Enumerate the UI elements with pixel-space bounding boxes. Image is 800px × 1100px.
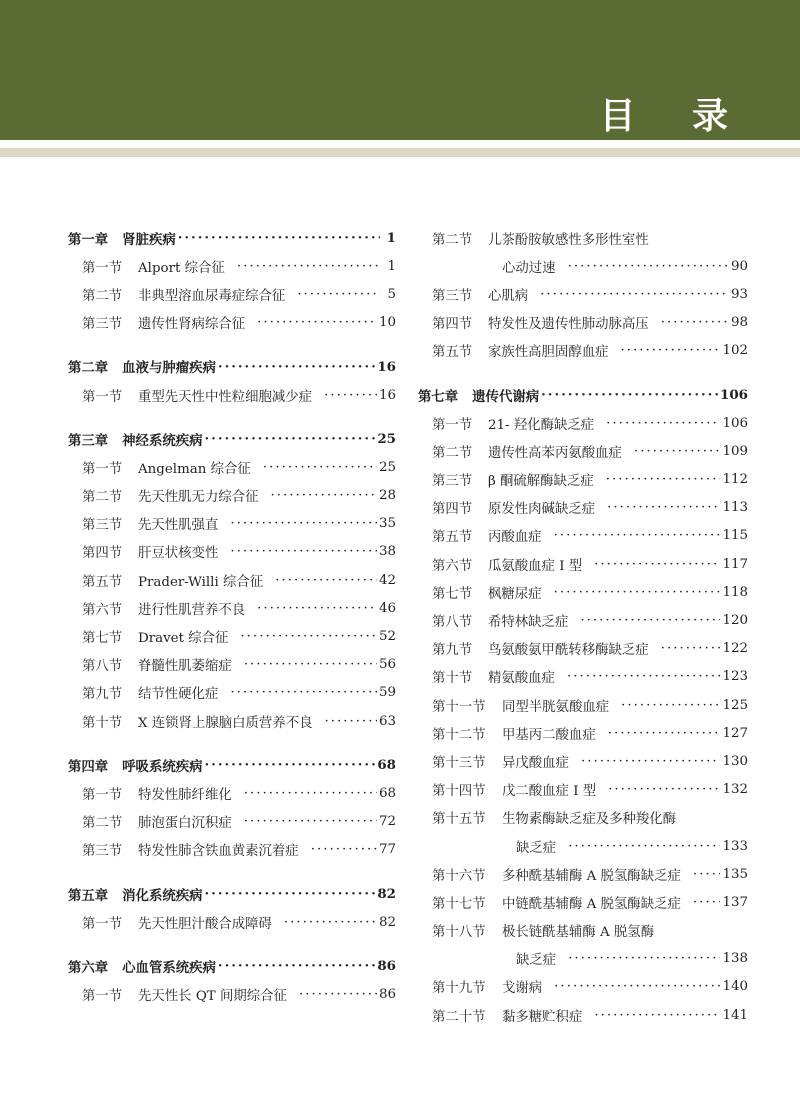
page-number: 137: [722, 894, 748, 910]
dot-leader: [661, 641, 721, 656]
dot-leader: [257, 315, 377, 330]
toc-section-row[interactable]: [418, 804, 748, 832]
page-number: 1: [386, 230, 396, 247]
section-title: 心肌病: [488, 288, 529, 304]
page-number: 86: [378, 987, 396, 1003]
page-number: 135: [722, 866, 748, 882]
section-title: 脊髓性肌萎缩症: [138, 659, 232, 675]
section-number: 第十节: [432, 671, 473, 687]
section-title: 希特林缺乏症: [488, 615, 569, 631]
section-title: 甲基丙二酸血症: [502, 727, 596, 743]
section-title: 肝豆状核变性: [138, 546, 219, 562]
toc-chapter-row[interactable]: [68, 224, 396, 252]
section-number: 第五节: [432, 530, 473, 546]
section-title: 黏多糖贮积症: [502, 1009, 583, 1025]
section-number: 第十三节: [432, 755, 486, 771]
page-number: 59: [378, 685, 396, 701]
toc-section-row[interactable]: [68, 566, 396, 594]
dot-leader: [237, 259, 380, 274]
section-number: 第三节: [82, 518, 123, 534]
section-title: 中链酰基辅酶 A 脱氢酶缺乏症: [502, 896, 681, 912]
toc-section-continuation[interactable]: [418, 945, 748, 973]
toc-chapter-row[interactable]: [68, 880, 396, 908]
toc-section-row[interactable]: [418, 691, 748, 719]
section-title-continued: 缺乏症: [516, 953, 557, 969]
section-title: 异戊酸血症: [502, 755, 569, 771]
chapter-number: 第二章: [68, 360, 109, 377]
toc-section-row[interactable]: [418, 337, 748, 365]
toc-section-row[interactable]: [68, 679, 396, 707]
dot-leader: [324, 388, 377, 403]
chapter-number: 第一章: [68, 231, 109, 248]
dot-leader: [205, 431, 376, 447]
dot-leader: [311, 842, 377, 857]
section-title: 生物素酶缺乏症及多种羧化酶: [502, 812, 677, 828]
dot-leader: [271, 488, 377, 503]
section-title: 先天性肌强直: [138, 518, 219, 534]
section-title: 丙酸血症: [488, 530, 542, 546]
page-number: 120: [722, 613, 748, 629]
page-number: 140: [722, 979, 748, 995]
toc-section-row[interactable]: [68, 779, 396, 807]
section-number: 第八节: [432, 615, 473, 631]
page-number: 102: [722, 343, 748, 359]
toc-section-row[interactable]: [68, 594, 396, 622]
section-number: 第二节: [432, 445, 473, 461]
page-number: 118: [722, 584, 748, 600]
dot-leader: [244, 786, 377, 801]
toc-section-row[interactable]: [68, 482, 396, 510]
page-number: 52: [378, 629, 396, 645]
section-number: 第十六节: [432, 868, 486, 884]
page-number: 46: [378, 600, 396, 616]
toc-section-row[interactable]: [418, 494, 748, 522]
section-number: 第二节: [432, 232, 473, 248]
section-title: 原发性肉碱缺乏症: [488, 502, 596, 518]
dot-leader: [554, 979, 720, 994]
toc-section-row[interactable]: [68, 309, 396, 337]
toc-section-row[interactable]: [418, 917, 748, 945]
chapter-gap: [68, 936, 396, 952]
section-title: 遗传性肾病综合征: [138, 317, 246, 333]
page-number: 106: [722, 415, 748, 431]
page-number: 77: [378, 842, 396, 858]
dot-leader: [230, 544, 377, 559]
page-number: 90: [730, 258, 748, 274]
dot-leader: [230, 685, 377, 700]
page-number: 16: [378, 387, 396, 403]
page-number: 86: [377, 958, 396, 975]
toc-section-row[interactable]: [418, 309, 748, 337]
toc-section-row[interactable]: [418, 606, 748, 634]
dot-leader: [299, 987, 377, 1002]
section-title: 遗传性高苯丙氨酸血症: [488, 445, 622, 461]
toc-section-row[interactable]: [418, 522, 748, 550]
chapter-number: 第六章: [68, 959, 109, 976]
chapter-title: 遗传代谢病: [472, 388, 540, 405]
toc-chapter-row[interactable]: [68, 353, 396, 381]
toc-section-row[interactable]: [418, 635, 748, 663]
dot-leader: [205, 886, 376, 902]
section-number: 第八节: [82, 659, 123, 675]
toc-section-row[interactable]: [68, 381, 396, 409]
chapter-title: 消化系统疾病: [122, 887, 203, 904]
toc-section-row[interactable]: [68, 453, 396, 481]
section-number: 第三节: [82, 317, 123, 333]
toc-section-row[interactable]: [418, 466, 748, 494]
section-number: 第六节: [432, 558, 473, 574]
section-title: 重型先天性中性粒细胞减少症: [138, 389, 313, 405]
section-title: 戊二酸血症 I 型: [502, 784, 597, 800]
section-title: 先天性长 QT 间期综合征: [138, 989, 287, 1005]
toc-section-row[interactable]: [418, 747, 748, 775]
section-title: 精氨酸血症: [488, 671, 555, 687]
toc-section-row[interactable]: [68, 252, 396, 280]
dot-leader: [606, 472, 721, 487]
section-number: 第十节: [82, 715, 123, 731]
page-number: 113: [722, 500, 748, 516]
section-title: 戈谢病: [502, 981, 543, 997]
toc-left-column: [68, 224, 396, 1009]
section-number: 第二节: [82, 288, 123, 304]
dot-leader: [608, 782, 720, 797]
section-title: 进行性肌营养不良: [138, 602, 246, 618]
page-number: 115: [722, 528, 748, 544]
toc-section-row[interactable]: [418, 224, 748, 252]
section-title: 瓜氨酸血症 I 型: [488, 558, 583, 574]
section-title: 特发性肺纤维化: [138, 787, 232, 803]
page-number: 133: [722, 838, 748, 854]
toc-section-continuation[interactable]: [418, 252, 748, 280]
page-number: 25: [377, 431, 396, 448]
section-title: 儿茶酚胺敏感性多形性室性: [488, 232, 649, 248]
section-number: 第十七节: [432, 896, 486, 912]
toc-section-row[interactable]: [68, 808, 396, 836]
section-number: 第三节: [432, 474, 473, 490]
dot-leader: [554, 528, 721, 543]
chapter-title: 肾脏疾病: [122, 231, 176, 248]
section-title: 先天性肌无力综合征: [138, 490, 259, 506]
dot-leader: [634, 444, 721, 459]
toc-section-row[interactable]: [418, 409, 748, 437]
section-title: 同型半胱氨酸血症: [502, 699, 610, 715]
dot-leader: [581, 754, 720, 769]
page-number: 132: [722, 782, 748, 798]
toc-section-row[interactable]: [418, 888, 748, 916]
toc-section-row[interactable]: [68, 836, 396, 864]
section-number: 第一节: [432, 417, 473, 433]
section-title: Prader-Willi 综合征: [138, 574, 264, 590]
toc-section-row[interactable]: [68, 538, 396, 566]
section-title-continued: 心动过速: [502, 260, 556, 276]
section-number: 第四节: [82, 546, 123, 562]
dot-leader: [621, 343, 721, 358]
section-number: 第四节: [432, 317, 473, 333]
page-number: 106: [720, 387, 748, 404]
chapter-title: 呼吸系统疾病: [122, 758, 203, 775]
dot-leader: [275, 573, 377, 588]
dot-leader: [178, 230, 380, 246]
dot-leader: [541, 387, 718, 403]
page-number: 141: [722, 1007, 748, 1023]
page-number: 68: [378, 785, 396, 801]
toc-section-row[interactable]: [418, 578, 748, 606]
dot-leader: [205, 757, 376, 773]
dot-leader: [621, 698, 720, 713]
page-number: 125: [722, 697, 748, 713]
page-number: 25: [378, 459, 396, 475]
page-number: 130: [722, 753, 748, 769]
section-title: 特发性肺含铁血黄素沉着症: [138, 844, 299, 860]
dot-leader: [661, 315, 729, 330]
chapter-number: 第七章: [418, 388, 459, 405]
section-number: 第十五节: [432, 812, 486, 828]
dot-leader: [606, 416, 720, 431]
chapter-gap: [68, 409, 396, 425]
chapter-number: 第五章: [68, 887, 109, 904]
dot-leader: [693, 867, 721, 882]
page-number: 82: [377, 886, 396, 903]
section-title: 结节性硬化症: [138, 687, 219, 703]
section-number: 第一节: [82, 461, 123, 477]
section-title-continued: 缺乏症: [516, 840, 557, 856]
page-number: 72: [378, 814, 396, 830]
section-title: Angelman 综合征: [138, 461, 251, 477]
section-number: 第二节: [82, 816, 123, 832]
dot-leader: [244, 814, 377, 829]
dot-leader: [230, 516, 377, 531]
dot-leader: [607, 500, 720, 515]
dot-leader: [540, 287, 729, 302]
section-title: Alport 综合征: [138, 260, 225, 276]
page-number: 68: [377, 757, 396, 774]
page-number: 10: [378, 315, 396, 331]
page-number: 127: [722, 725, 748, 741]
section-title: X 连锁肾上腺脑白质营养不良: [138, 715, 313, 731]
dot-leader: [693, 895, 721, 910]
header-rule: [0, 148, 800, 157]
section-title: Dravet 综合征: [138, 631, 229, 647]
toc-section-row[interactable]: [418, 860, 748, 888]
section-title: β 酮硫解酶缺乏症: [488, 474, 594, 490]
toc-section-row[interactable]: [418, 550, 748, 578]
page-number: 1: [387, 258, 396, 274]
toc-chapter-row[interactable]: [68, 425, 396, 453]
toc-section-continuation[interactable]: [418, 832, 748, 860]
section-title: 家族性高胆固醇血症: [488, 345, 609, 361]
section-number: 第一节: [82, 916, 123, 932]
dot-leader: [263, 460, 377, 475]
section-number: 第五节: [82, 574, 123, 590]
chapter-gap: [418, 365, 748, 381]
page-number: 35: [378, 516, 396, 532]
dot-leader: [218, 359, 375, 375]
toc-section-row[interactable]: [418, 280, 748, 308]
toc-chapter-row[interactable]: [68, 751, 396, 779]
section-title: 先天性胆汁酸合成障碍: [138, 916, 272, 932]
chapter-number: 第四章: [68, 758, 109, 775]
page-title: 目 录: [599, 95, 750, 137]
toc-right-column: [418, 224, 748, 1029]
toc-section-row[interactable]: [418, 973, 748, 1001]
section-number: 第十九节: [432, 981, 486, 997]
page-number: 28: [378, 488, 396, 504]
toc-section-row[interactable]: [418, 776, 748, 804]
section-title: 肺泡蛋白沉积症: [138, 816, 232, 832]
section-number: 第二十节: [432, 1009, 486, 1025]
page-number: 117: [722, 556, 748, 572]
page-number: 138: [722, 951, 748, 967]
dot-leader: [218, 958, 375, 974]
section-number: 第七节: [432, 586, 473, 602]
dot-leader: [554, 585, 721, 600]
chapter-title: 神经系统疾病: [122, 432, 203, 449]
chapter-number: 第三章: [68, 432, 109, 449]
dot-leader: [568, 839, 720, 854]
dot-leader: [257, 601, 377, 616]
dot-leader: [297, 287, 380, 302]
chapter-gap: [68, 864, 396, 880]
section-title: 极长链酰基辅酶 A 脱氢酶: [502, 925, 655, 941]
page-number: 112: [722, 472, 748, 488]
dot-leader: [324, 714, 376, 729]
toc-section-row[interactable]: [68, 981, 396, 1009]
page-number: 42: [378, 572, 396, 588]
dot-leader: [594, 557, 720, 572]
dot-leader: [284, 915, 377, 930]
toc-section-row[interactable]: [68, 707, 396, 735]
toc-section-row[interactable]: [68, 510, 396, 538]
section-title: 鸟氨酸氨甲酰转移酶缺乏症: [488, 643, 649, 659]
section-number: 第十四节: [432, 784, 486, 800]
page-number: 109: [722, 443, 748, 459]
section-number: 第一节: [82, 389, 123, 405]
chapter-title: 心血管系统疾病: [122, 959, 216, 976]
section-number: 第七节: [82, 631, 123, 647]
dot-leader: [244, 657, 377, 672]
chapter-title: 血液与肿瘤疾病: [122, 360, 216, 377]
toc-section-row[interactable]: [68, 622, 396, 650]
dot-leader: [594, 1008, 720, 1023]
toc-chapter-row[interactable]: [68, 952, 396, 980]
section-number: 第十八节: [432, 925, 486, 941]
page-number: 98: [730, 315, 748, 331]
toc-section-row[interactable]: [68, 651, 396, 679]
section-number: 第二节: [82, 490, 123, 506]
page-number: 63: [378, 713, 396, 729]
toc-section-row[interactable]: [418, 663, 748, 691]
dot-leader: [580, 613, 720, 628]
section-title: 非典型溶血尿毒症综合征: [138, 288, 286, 304]
page-number: 122: [722, 641, 748, 657]
page-number: 5: [387, 286, 396, 302]
page-number: 56: [378, 657, 396, 673]
dot-leader: [567, 669, 720, 684]
dot-leader: [240, 629, 377, 644]
section-title: 多种酰基辅酶 A 脱氢酶缺乏症: [502, 868, 681, 884]
chapter-gap: [68, 735, 396, 751]
section-title: 枫糖尿症: [488, 586, 542, 602]
section-number: 第六节: [82, 602, 123, 618]
page-number: 123: [722, 669, 748, 685]
page-number: 93: [730, 286, 748, 302]
toc-chapter-row[interactable]: [418, 381, 748, 409]
section-number: 第一节: [82, 260, 123, 276]
section-title: 特发性及遗传性肺动脉高压: [488, 317, 649, 333]
section-number: 第九节: [432, 643, 473, 659]
section-number: 第四节: [432, 502, 473, 518]
dot-leader: [568, 259, 729, 274]
dot-leader: [608, 726, 721, 741]
section-number: 第三节: [432, 288, 473, 304]
section-number: 第一节: [82, 989, 123, 1005]
toc-section-row[interactable]: [418, 437, 748, 465]
section-number: 第九节: [82, 687, 123, 703]
toc-section-row[interactable]: [68, 280, 396, 308]
toc-section-row[interactable]: [418, 719, 748, 747]
section-number: 第十一节: [432, 699, 486, 715]
section-number: 第十二节: [432, 727, 486, 743]
toc-section-row[interactable]: [418, 1001, 748, 1029]
page-number: 38: [378, 544, 396, 560]
toc-section-row[interactable]: [68, 908, 396, 936]
section-number: 第五节: [432, 345, 473, 361]
section-title: 21- 羟化酶缺乏症: [488, 417, 595, 433]
page-number: 16: [377, 358, 396, 375]
section-number: 第三节: [82, 844, 123, 860]
chapter-gap: [68, 337, 396, 353]
section-number: 第一节: [82, 787, 123, 803]
dot-leader: [568, 951, 720, 966]
page-number: 82: [378, 914, 396, 930]
